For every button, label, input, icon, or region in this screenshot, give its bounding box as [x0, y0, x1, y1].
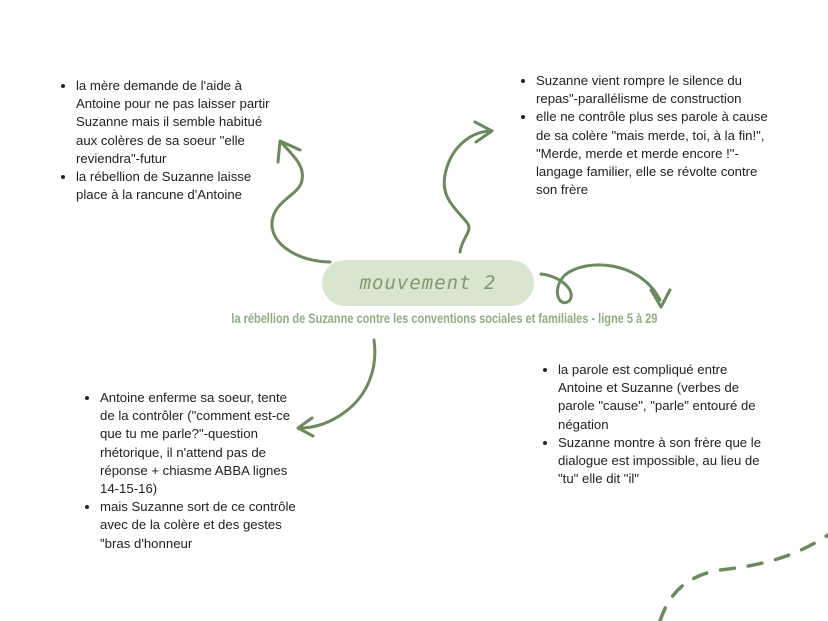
arrow-bottom-right [541, 265, 660, 303]
note-bottom-left [84, 389, 304, 553]
note-item: • la parole est compliqué entre Antoine et Suzanne (verbes de parole "cause", "parle" entouré de négation [558, 361, 772, 434]
note-list [84, 389, 304, 553]
note-item: • Antoine enferme sa soeur, tente de la contrôler ("comment est-ce que tu me parle?"-question rhétorique, il n'attend pas de réponse + chiasme ABBA lignes 14-15-16) [100, 389, 304, 498]
note-item: • la mère demande de l'aide à Antoine pour ne pas laisser partir Suzanne mais il semble habitué aux colères de sa soeur "elle reviendra"-futur [76, 77, 275, 168]
central-node [322, 260, 534, 306]
central-subtitle: la rébellion de Suzanne contre les conventions sociales et familiales - ligne 5 à 29 [231, 311, 658, 326]
note-list [520, 72, 775, 199]
note-list [60, 77, 275, 204]
arrow-bottom-left [300, 340, 375, 428]
note-item: • mais Suzanne sort de ce contrôle avec de la colère et des gestes "bras d'honneur [100, 498, 304, 553]
note-bottom-right [542, 361, 772, 488]
note-top-right [520, 72, 775, 199]
arrow-top-right [444, 131, 490, 252]
note-item: • Suzanne vient rompre le silence du repas"-parallélisme de construction [536, 72, 775, 108]
note-item: • Suzanne montre à son frère que le dialogue est impossible, au lieu de "tu" elle dit "il" [558, 434, 772, 489]
note-top-left [60, 77, 275, 204]
note-item: • la rébellion de Suzanne laisse place à la rancune d'Antoine [76, 168, 275, 204]
note-item: • elle ne contrôle plus ses parole à cause de sa colère "mais merde, toi, à la fin!", "Merde, merde et merde encore !"-langage familier, elle se révolte contre son frère [536, 108, 775, 199]
central-title: mouvement 2 [359, 272, 497, 294]
decorative-dashed-curve [660, 535, 828, 621]
note-list [542, 361, 772, 488]
arrow-top-left [272, 143, 330, 262]
